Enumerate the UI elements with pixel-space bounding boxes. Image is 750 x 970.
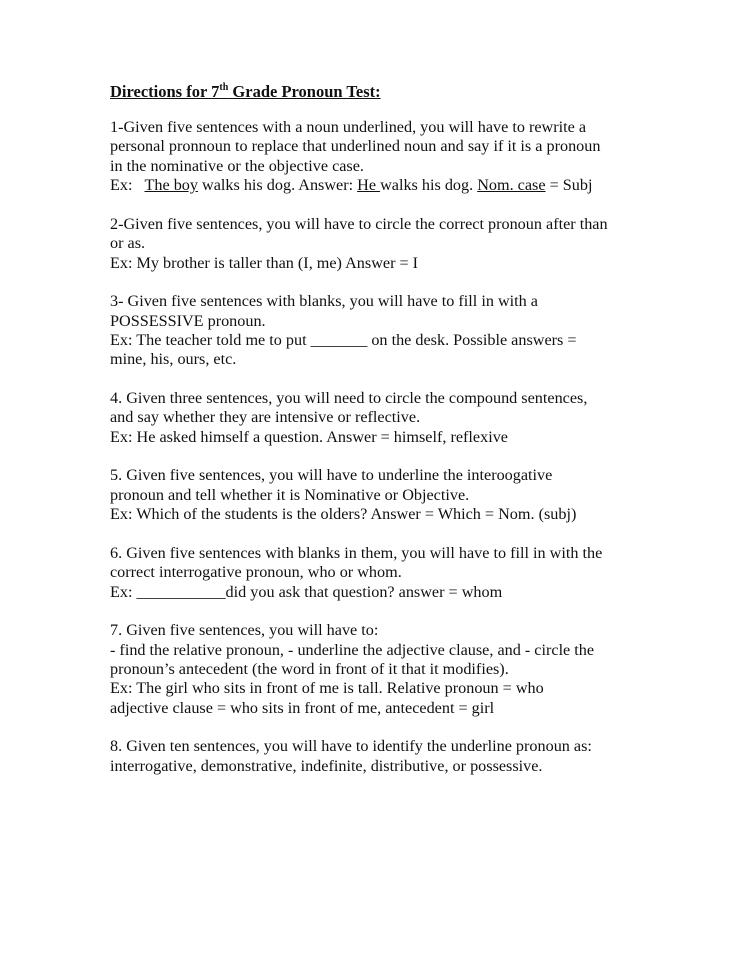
- direction-item-2: [110, 215, 670, 273]
- example-answer-pronoun: He: [357, 176, 381, 195]
- item-3-answers: mine, his, ours, etc.: [110, 350, 237, 369]
- item-4-line-1: 4. Given three sentences, you will need to circle the compound sentences,: [110, 389, 588, 408]
- item-7-example-answer: adjective clause = who sits in front of me, antecedent = girl: [110, 698, 495, 717]
- direction-item-4: [110, 389, 670, 447]
- item-4-line-2: and say whether they are intensive or reflective.: [110, 408, 421, 427]
- item-5-line-1: 5. Given five sentences, you will have to underline the interoogative: [110, 466, 553, 485]
- title-suffix: Grade Pronoun Test:: [228, 82, 381, 101]
- document-page: [110, 82, 670, 795]
- item-7-line-3: pronoun’s antecedent (the word in front of it that it modifies).: [110, 660, 509, 679]
- item-5-line-2: pronoun and tell whether it is Nominative or Objective.: [110, 485, 470, 504]
- item-8-line-2: interrogative, demonstrative, indefinite, distributive, or possessive.: [110, 756, 543, 775]
- title-superscript: th: [219, 82, 229, 93]
- item-1-example: [110, 176, 670, 195]
- direction-item-3: [110, 292, 670, 370]
- example-underlined-noun: The boy: [144, 176, 198, 195]
- direction-item-5: [110, 466, 670, 524]
- item-1-line-3: in the nominative or the objective case.: [110, 156, 364, 175]
- page-title: [110, 82, 670, 102]
- item-3-line-1: 3- Given five sentences with blanks, you will have to fill in with a: [110, 292, 538, 311]
- item-2-line-2: or as.: [110, 234, 146, 253]
- item-2-example: Ex: My brother is taller than (I, me) Answer = I: [110, 253, 419, 272]
- item-5-example: Ex: Which of the students is the olders? Answer = Which = Nom. (subj): [110, 505, 577, 524]
- item-6-line-1: 6. Given five sentences with blanks in them, you will have to fill in with the: [110, 543, 603, 562]
- item-2-line-1: 2-Given five sentences, you will have to circle the correct pronoun after than: [110, 214, 608, 233]
- example-text: walks his dog. Answer:: [197, 176, 358, 195]
- direction-item-8: [110, 737, 670, 776]
- example-case-value: = Subj: [545, 176, 593, 195]
- example-case-label: Nom. case: [477, 176, 546, 195]
- item-7-line-1: 7. Given five sentences, you will have to:: [110, 621, 379, 640]
- direction-item-1: [110, 118, 670, 196]
- title-prefix: Directions for 7: [110, 82, 220, 101]
- item-6-example: Ex: ___________did you ask that question? answer = whom: [110, 582, 503, 601]
- item-7-example: Ex: The girl who sits in front of me is tall. Relative pronoun = who: [110, 679, 544, 698]
- item-3-line-2: POSSESSIVE pronoun.: [110, 311, 266, 330]
- item-8-line-1: 8. Given ten sentences, you will have to identify the underline pronoun as:: [110, 737, 592, 756]
- item-1-line-1: 1-Given five sentences with a noun underlined, you will have to rewrite a: [110, 118, 587, 136]
- example-answer-text: walks his dog.: [380, 176, 478, 195]
- item-4-example: Ex: He asked himself a question. Answer = himself, reflexive: [110, 427, 508, 446]
- item-3-example: Ex: The teacher told me to put _______ on the desk. Possible answers =: [110, 331, 577, 350]
- direction-item-6: [110, 544, 670, 602]
- item-1-line-2: personal pronnoun to replace that underlined noun and say if it is a pronoun: [110, 137, 601, 156]
- item-6-line-2: correct interrogative pronoun, who or whom.: [110, 563, 402, 582]
- example-label: Ex:: [110, 176, 133, 195]
- item-7-line-2: - find the relative pronoun, - underline the adjective clause, and - circle the: [110, 640, 595, 659]
- direction-item-7: [110, 621, 670, 718]
